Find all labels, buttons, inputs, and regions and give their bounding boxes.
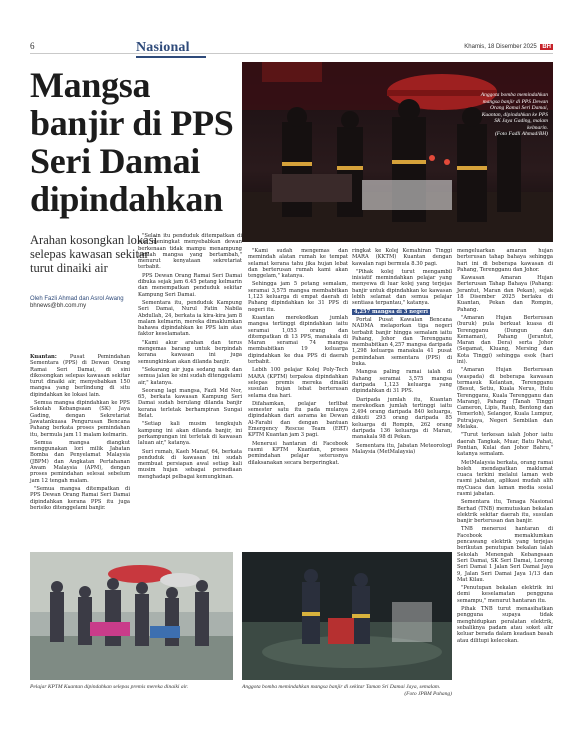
col1-p4: "Semua mangsa ditempatkan di PPS Dewan Orang Ramai Seri Damai dipindahkan kerana PPS itu juga berisiko ditenggelami banjir. (30, 485, 130, 511)
col3-p4: Lebih 100 pelajar Kolej Poly-Tech MARA (KPTM) terpaksa dipindahkan selepas premis mereka dinaiki susulan hujan lebat berterusan selama dua hari. (248, 367, 348, 399)
col2-p2: PPS Dewan Orang Ramai Seri Damai dibuka sejak jam 6.45 petang kelmarin dan menempatkan penduduk sekitar Kampung Seri Damai. (138, 272, 242, 298)
subheading-badge: 4,257 mangsa di 3 negeri (354, 308, 428, 315)
col4-p3: Portal Pusat Kawalan Bencana NADMA melaporkan tiga negeri terbabit banjir hingga semalam iaitu Pahang, Johor dan Terengganu membabitkan 4,257 mangsa daripada 1,298 keluarga manakala 41 pusat pemindahan sementara (PPS) di buka. (352, 316, 452, 368)
col3-p3: Kuantan merekodkan jumlah mangsa tertinggi dipindahkan iaitu seramai 1,053 orang dan ditempatkan di 13 PPS, manakala di Maran seramai 74 mangsa membabitkan 19 keluarga dipindahkan ke dua PPS di daerah terbabit. (248, 314, 348, 366)
page-number: 6 (30, 41, 35, 51)
col5-p7: Sementara itu, Tenaga Nasional Berhad (TNB) memutuskan bekalan elektrik sekitar daerah itu, susulan banjir berterusan dan banjir. (457, 499, 553, 525)
flood-rescue-photo-caption (242, 684, 452, 697)
article-column-4 (352, 248, 452, 457)
col3-p2: Sehingga jam 5 petang semalam, seramai 3,575 mangsa membabitkan 1,123 keluarga di empat daerah di Pahang dipindahkan ke 31 PPS di negeri itu. (248, 281, 348, 313)
col5-p3: "Amaran Hujan Berterusan (buruk) pula berkuat kuasa di Terengganu (Dungun dan Kemaman), Pahang (Jerantut, Maran dan Dera) serta Johor (Segamat, Kluang, Mersing dan Kota Tinggi) sehingga esok (hari ini). (457, 314, 553, 366)
col4-p2: "Pihak kolej turut mengambil inisiatif memindahkan pelajar yang menyewa di luar kolej yang terjejas banjir untuk dipindahkan ke kawasan lebih selamat dan semua pelajar sentiasa terpantau," katanya. (352, 268, 452, 307)
main-photo (242, 62, 553, 242)
byline-authors: Oleh Fazli Ahmad dan Asrol Awang (30, 296, 124, 302)
article-column-5 (457, 248, 553, 646)
col5-p2: Kawasan Amaran Hujan Berterusan Tahap Bahaya (Pahang: Jerantut, Maran dan Pekan), sejak 18 Disember 2025 berlaku di Kuantan, Pekan dan Rompin, Pahang. (457, 275, 553, 313)
col4-p6: Sementara itu, Jabatan Meteorologi Malaysia (MetMalaysia) (352, 442, 452, 455)
col5-p9: "Penutupan bekalan elektrik ini demi keselamatan pengguna semampu," menurut hantaran itu. (457, 585, 553, 604)
article-column-3 (248, 248, 348, 468)
col4-p4: Mangsa paling ramai ialah di Pahang seramai 3,575 mangsa daripada 1,123 keluarga yang dipindahkan di 31 PPS. (352, 369, 452, 395)
col3-p5: Difahamkan, pelajar terlibat semester satu itu pada mulanya dipindahkan dari asrama ke Dewan Al-Farabi dan dengan bantuan Emergency Rescue Team (ERT) KPTM Kuantan jam 3 pagi. (248, 400, 348, 439)
flood-rescue-photo (242, 552, 452, 680)
bh-logo: BH (542, 44, 551, 50)
article-column-1 (30, 354, 130, 513)
article-column-2 (138, 233, 242, 482)
col1-p2: Semua mangsa dipindahkan ke PPS Sekolah Kebangsaan (SK) Jaya Gading, dengan Sekretariat Jawatankuasa Pengurusan Bencana Pahang berkata proses pemindahan itu, bermula jam 11 malam kelmarin. (30, 400, 130, 438)
col2-p1: "Selain itu penduduk ditempatkan di situ meningkat menyebabkan dewan berkenaan tidak mampu menampung jumlah mangsa yang bertambah," menurut kenyataan sekretariat terbabit. (138, 233, 242, 271)
col4-p5: Daripada jumlah itu, Kuantan merekodkan jumlah tertinggi iaitu 2,494 orang daripada 840 keluarga, diikuti 293 orang daripada 85 keluarga di Rompin, 262 orang daripada 136 keluarga di Maran, manakala 98 di Pekan. (352, 396, 452, 441)
col2-p7: "Setiap kali musim tengkujuh kampung ini akan dilanda banjir, ini perkampungan ini terletak di kawasan laluan air," katanya. (138, 421, 242, 447)
headline: Mangsa banjir di PPS Seri Damai dipindahkan (30, 65, 234, 219)
dateline-lead: Kuantan: (30, 354, 57, 360)
col5-p5: "Turut terkesan ialah Johor iaitu daerah Tangkak, Muar, Batu Pahat, Pontian, Kulai dan Johor Bahru," katanya semalam. (457, 432, 553, 458)
col1-p1: Pusat Pemindahan Sementara (PPS) di Dewan Orang Ramai Seri Damai, di sini dikosongkan selepas kawasan sekitar turut dinaiki air, menyebabkan 150 mangsa yang berlindung di situ dipindahkan ke lokasi lain. (30, 354, 130, 398)
main-photo-caption (478, 92, 548, 138)
byline (30, 296, 130, 310)
col3-p6: Menerusi hantaran di Facebook rasmi KPTM Kuantan, proses pemindahan pelajar seterusnya dilaksanakan secara berperingkat. (248, 440, 348, 466)
rescue-night-photo-art (242, 62, 553, 242)
date-text: Khamis, 18 Disember 2025 (464, 44, 537, 50)
col5-p8: TNB menerusi hantaran di Facebook memaklumkan pencawang elektrik yang terjejas berikutan penutupan bekalan ialah Sekolah Menengah Kebangsaan Seri Damai, SK Seri Damai, Lorong Seri Damai 1 Jalan Seri Damai Jaya 9, Jalan Seri Damai Jaya 1/13 dan Mat Kilau. (457, 526, 553, 583)
deck: Arahan kosongkan lokasi selepas kawasan sekitar turut dinaiki air (30, 233, 158, 275)
main-caption-credit: (Foto Fadli Ahmad/BH) (494, 131, 548, 137)
section-underline (136, 56, 206, 58)
col1-p3: Semua mangsa diangkut menggunakan lori milik Jabatan Bomba dan Penyelamat Malaysia (JBPM) dan Angkatan Pertahanan Awam Malaysia (APM), dengan proses pemindahan selesai sebelum jam 12 tengah malam. (30, 439, 130, 484)
students-photo-caption: Pelajar KPTM Kuantan dipindahkan selepas premis mereka dinaiki air. (30, 684, 189, 690)
col2-p4: "Kami akur arahan dan terus mengemas barang untuk berpindah kerana kawasan ini juga semungkinkan akan dilanda banjir. (138, 339, 242, 365)
col5-p4: "Amaran Hujan Berterusan (waspada) di beberapa kawasan termasuk Kelantan, Terengganu (Besut, Setiu, Kuala Nerus, Hulu Terengganu, Kuala Terengganu dan Marang), Pahang (Tanah Tinggi Cameron, Lipis, Raub, Bentong dan Temerloh), Selangor, Kuala Lumpur, Putrajaya, Negeri Sembilan dan Melaka. (457, 367, 553, 431)
col2-p5: "Sekarang air juga sedang naik dan semua jalan ke sini sudah ditenggelami air," katanya. (138, 366, 242, 386)
students-photo (30, 552, 233, 680)
flood-rescue-photo-art (242, 552, 452, 680)
col2-p8: Suri rumah, Kaeh Manaf, 64, berkata penduduk di kawasan ini sudah membuat persiapan awal setiap kali musim hujan sebagai persediaan menghadapi pelbagai kemungkinan. (138, 448, 242, 480)
section-title: Nasional (136, 40, 190, 55)
center-caption-text: Anggota bomba memindahkan mangsa banjir di sekitar Taman Sri Damai Jaya, semalam. (242, 684, 441, 690)
col2-p3: Sementara itu, penduduk Kampung Seri Damai, Nurul Fatin Nabila Abdullah, 24, berkata ia kira-kira jam 8 malam kelmarin, mereka dimaklumkan bahawa dipindahkan ke PPS lain atas faktor keselamatan. (138, 299, 242, 338)
dateline (464, 44, 553, 50)
col5-p10: Pihak TNB turut menasihatkan pengguna supaya tidak menghidupkan peralatan elektrik, sebaliknya padam atau soket alir keluar berada dalam keadaan basah atau dilitupi kelecokan. (457, 606, 553, 644)
byline-email[interactable]: bhnews@bh.com.my (30, 303, 87, 309)
center-caption-credit: (Foto JPBM Pahang) (404, 690, 452, 697)
col5-p1: mengeluarkan amaran hujan berterusan tahap bahaya sehingga hari ini di beberapa kawasan di Pahang, Terengganu dan Johor. (457, 248, 553, 273)
col4-p1: ringkat ke Kolej Kemahiran Tinggi MARA (KKTM) Kuantan dengan kawalan rapi bermula 8.30 pagi. (352, 248, 452, 267)
col5-p6: MetMalaysia berkata, orang ramai boleh mendapatkan maklumat cuaca terkini melalui laman web rasmi jabatan, aplikasi mudah alih myCuaca dan laman media sosial rasmi jabatan. (457, 459, 553, 497)
col2-p6: Seorang lagi mangsa, Fazli Md Nor, 65, berkata kawasan Kampung Seri Damai sudah berulang dilanda banjir kerana terletak berhampiran Sungai Belat. (138, 387, 242, 420)
students-photo-art (30, 552, 233, 680)
col3-p1: "Kami sudah mengemas dan memindah alatan rumah ke tempat selamat kerana tahu jika hujan lebat dan berterusan rumah kami akan tenggelam," katanya. (248, 248, 348, 280)
main-caption-text: Anggota bomba memindahkan mangsa banjir di PPS Dewan Orang Ramai Seri Damai, Kuantan, dipindahkan ke PPS SK Jaya Gading, malam kelmarin. (480, 92, 548, 131)
